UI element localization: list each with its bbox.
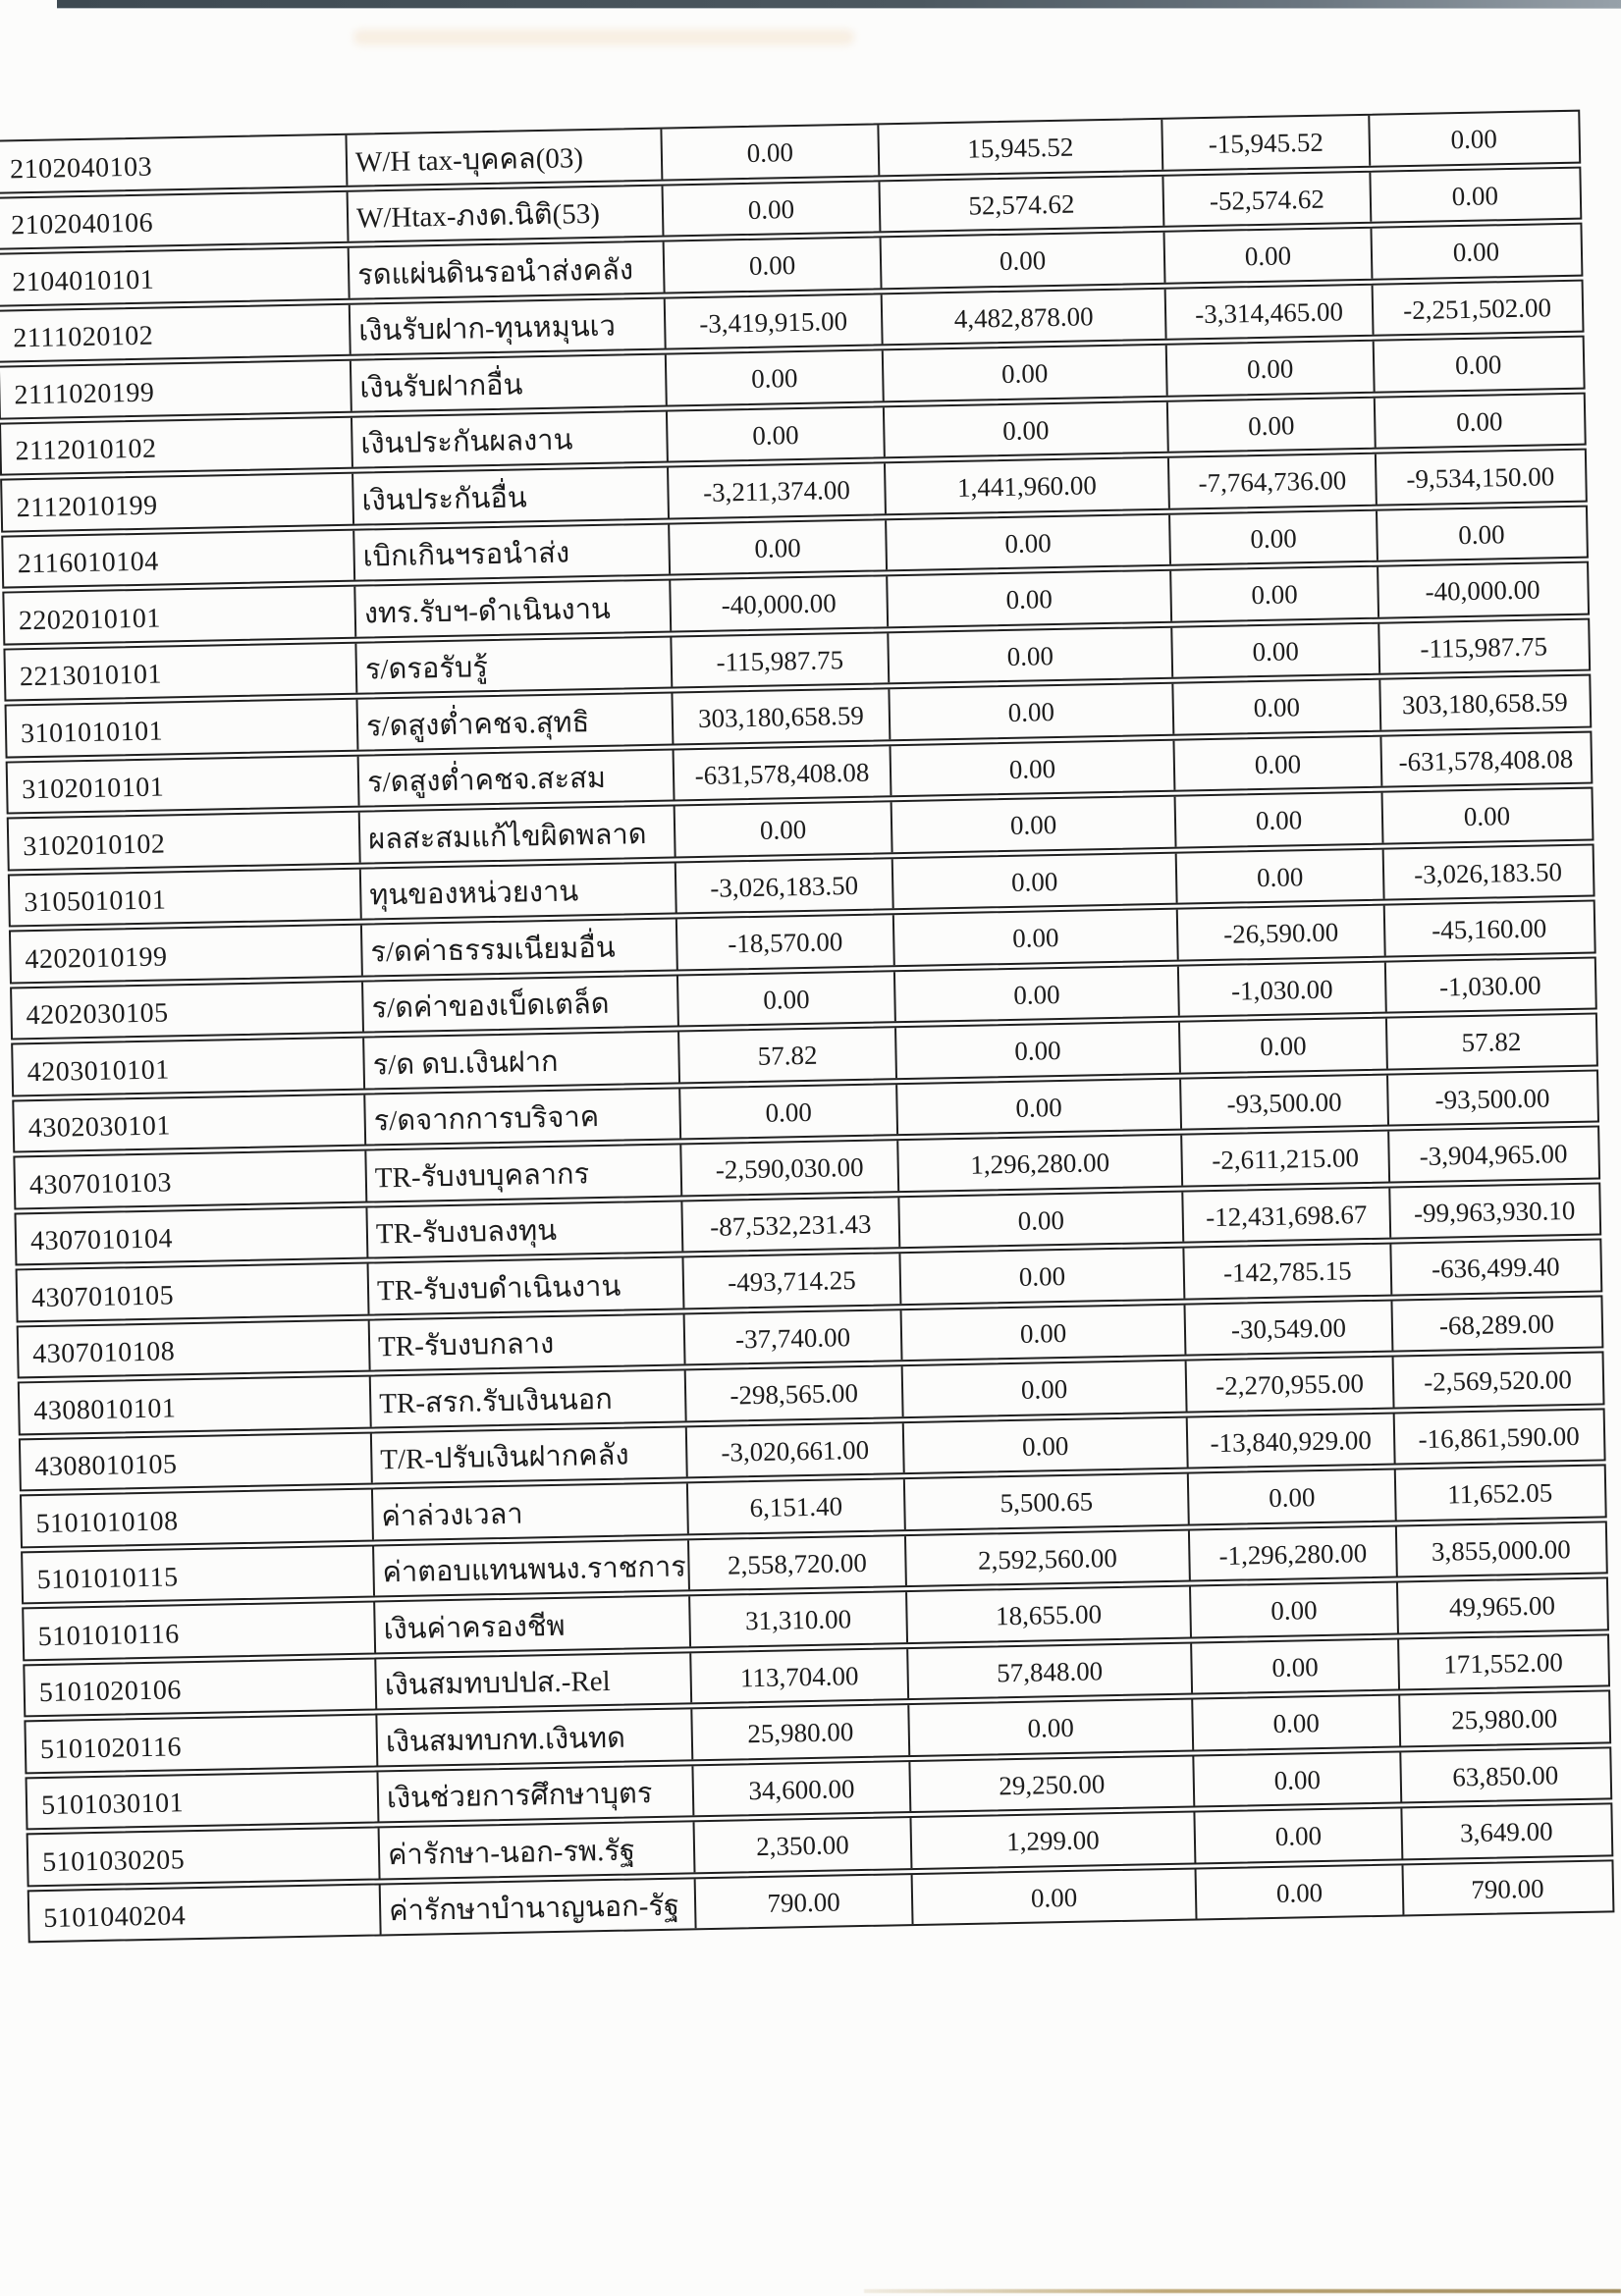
amount-cell-2: 1,299.00: [911, 1812, 1196, 1867]
account-description-cell: T/R-ปรับเงินฝากคลัง: [372, 1427, 688, 1483]
amount-cell-4: -68,289.00: [1438, 1308, 1555, 1341]
amount-cell-3: -7,764,736.00: [1169, 454, 1378, 508]
amount-cell-4: -1,030.00: [1438, 970, 1541, 1002]
amount-cell-2: 0.00: [889, 627, 1173, 682]
amount-cell-3: 0.00: [1189, 1470, 1397, 1524]
amount-cell-2: 0.00: [885, 401, 1169, 456]
account-code-cell: 5101010108: [22, 1490, 374, 1546]
amount-cell-2: 0.00: [895, 966, 1180, 1021]
account-description-cell: เบิกเกินฯรอนำส่ง: [354, 524, 671, 580]
account-description-cell: เงินสมทบปปส.-Rel: [376, 1653, 692, 1709]
amount-cell-3: 0.00: [1192, 1639, 1400, 1693]
amount-cell-1: 6,151.40: [688, 1479, 906, 1533]
account-description-cell: รดแผ่นดินรอนำส่งคลัง: [350, 242, 666, 298]
amount-cell-1: 113,704.00: [691, 1649, 909, 1703]
account-description-cell: TR-รับงบลงทุน: [367, 1201, 683, 1257]
amount-cell-1: -87,532,231.43: [682, 1198, 900, 1252]
amount-cell-4: 0.00: [1463, 801, 1511, 832]
amount-cell-4: -115,987.75: [1420, 631, 1548, 664]
account-code-cell: 4202010199: [11, 926, 363, 982]
amount-cell-2: 0.00: [902, 1305, 1187, 1360]
amount-cell-4: 0.00: [1454, 349, 1502, 381]
amount-cell-1: -3,419,915.00: [666, 294, 884, 348]
account-code-cell: 5101030205: [28, 1828, 381, 1884]
account-code-cell: 2111020102: [0, 304, 351, 360]
amount-cell-2: 0.00: [897, 1079, 1182, 1134]
amount-cell-4: -2,251,502.00: [1402, 293, 1552, 325]
amount-cell-4: -636,499.40: [1431, 1252, 1560, 1285]
amount-cell-1: -3,211,374.00: [669, 463, 887, 517]
amount-cell-1: -18,570.00: [677, 915, 895, 969]
amount-cell-3: -142,785.15: [1184, 1245, 1392, 1299]
amount-cell-3: 0.00: [1168, 398, 1377, 452]
account-description-cell: TR-สรก.รับเงินนอก: [371, 1370, 687, 1426]
amount-cell-1: 0.00: [678, 972, 896, 1026]
amount-cell-3: 0.00: [1180, 1019, 1388, 1073]
amount-cell-3: -13,840,929.00: [1188, 1414, 1396, 1468]
amount-cell-4: -45,160.00: [1431, 913, 1547, 945]
scan-artifact-top-bar: [57, 0, 1621, 9]
account-description-cell: W/H tax-บุคคล(03): [347, 130, 663, 186]
account-code-cell: 4302030101: [14, 1095, 366, 1150]
amount-cell-2: 0.00: [894, 910, 1179, 965]
amount-cell-4: 11,652.05: [1446, 1477, 1553, 1510]
account-code-cell: 5101020106: [25, 1659, 377, 1715]
amount-cell-3: 0.00: [1165, 229, 1374, 283]
amount-cell-1: 790.00: [696, 1875, 914, 1929]
account-code-cell: 4202030105: [12, 982, 364, 1038]
amount-cell-4: -93,500.00: [1434, 1083, 1550, 1115]
amount-cell-3: -52,574.62: [1163, 172, 1372, 226]
amount-cell-2: 0.00: [890, 684, 1174, 739]
amount-cell-4: 0.00: [1451, 181, 1499, 211]
amount-cell-2: 29,250.00: [910, 1756, 1195, 1811]
amount-cell-4: 49,965.00: [1448, 1590, 1556, 1623]
account-code-cell: 2112010102: [1, 417, 353, 473]
account-code-cell: 3102010102: [9, 813, 361, 869]
amount-cell-2: 0.00: [899, 1192, 1184, 1247]
amount-cell-1: 0.00: [667, 350, 885, 404]
amount-cell-1: 25,980.00: [692, 1705, 910, 1759]
amount-cell-1: 0.00: [662, 125, 880, 179]
account-description-cell: TR-รับงบบุคลากร: [366, 1145, 682, 1201]
account-description-cell: เงินสมทบกท.เงินทด: [377, 1709, 693, 1765]
amount-cell-3: -26,590.00: [1178, 906, 1386, 960]
account-description-cell: ร/ดค่าของเบ็ดเตล็ด: [363, 976, 679, 1032]
amount-cell-2: 0.00: [904, 1417, 1189, 1472]
amount-cell-1: -3,020,661.00: [687, 1423, 905, 1477]
amount-cell-2: 15,945.52: [879, 120, 1163, 175]
amount-cell-4: 303,180,658.59: [1401, 687, 1568, 721]
account-code-cell: 2104010101: [0, 248, 351, 304]
amount-cell-2: 0.00: [887, 514, 1171, 569]
account-code-cell: 3102010101: [8, 756, 360, 812]
account-description-cell: ค่ารักษาบำนาญนอก-รัฐ: [381, 1879, 697, 1935]
amount-cell-4: 25,980.00: [1450, 1703, 1558, 1735]
amount-cell-1: -631,578,408.08: [675, 746, 892, 800]
amount-cell-2: 0.00: [896, 1023, 1181, 1078]
amount-cell-3: 0.00: [1171, 567, 1379, 621]
account-code-cell: 5101020116: [26, 1715, 378, 1771]
account-code-cell: 5101010115: [23, 1546, 375, 1602]
amount-cell-4: 0.00: [1450, 124, 1498, 155]
amount-cell-1: -115,987.75: [672, 633, 890, 687]
amount-cell-1: 2,558,720.00: [689, 1536, 907, 1590]
amount-cell-1: 0.00: [664, 182, 882, 236]
amount-cell-2: 18,655.00: [907, 1587, 1192, 1642]
account-code-cell: 5101040204: [29, 1885, 382, 1941]
account-code-cell: 4308010101: [20, 1377, 372, 1433]
account-description-cell: W/Htax-ภงด.นิติ(53): [349, 186, 665, 241]
amount-cell-4: -99,963,930.10: [1413, 1195, 1576, 1228]
amount-cell-3: 0.00: [1191, 1582, 1399, 1636]
account-description-cell: ค่ารักษา-นอก-รพ.รัฐ: [380, 1822, 696, 1878]
account-code-cell: 4307010103: [15, 1151, 367, 1207]
amount-cell-4: -40,000.00: [1425, 574, 1540, 608]
amount-cell-4: 3,855,000.00: [1431, 1533, 1571, 1567]
amount-cell-4: 790.00: [1471, 1873, 1544, 1904]
account-code-cell: 5101030101: [27, 1772, 380, 1828]
account-description-cell: ค่าล่วงเวลา: [373, 1483, 689, 1539]
account-code-cell: 4203010101: [13, 1039, 365, 1095]
amount-cell-1: 0.00: [680, 1085, 898, 1139]
account-code-cell: 2112010199: [2, 474, 354, 530]
account-description-cell: TR-รับงบดำเนินงาน: [369, 1257, 685, 1313]
amount-cell-1: 303,180,658.59: [673, 689, 891, 743]
amount-cell-1: 34,600.00: [693, 1762, 911, 1816]
account-code-cell: 2102040103: [0, 135, 348, 191]
amount-cell-1: -298,565.00: [686, 1366, 904, 1420]
account-code-cell: 2111020199: [0, 361, 352, 417]
account-description-cell: เงินรับฝาก-ทุนหมุนเว: [351, 298, 667, 354]
amount-cell-2: 0.00: [892, 740, 1176, 795]
amount-cell-4: 171,552.00: [1443, 1647, 1564, 1680]
amount-cell-1: 0.00: [670, 520, 888, 574]
amount-cell-3: 0.00: [1174, 736, 1382, 790]
amount-cell-2: 0.00: [903, 1362, 1188, 1416]
account-code-cell: 3101010101: [7, 700, 359, 756]
amount-cell-4: -631,578,408.08: [1398, 743, 1574, 777]
amount-cell-2: 0.00: [888, 571, 1172, 626]
account-description-cell: TR-รับงบกลาง: [370, 1314, 686, 1370]
amount-cell-1: -3,026,183.50: [676, 859, 894, 913]
amount-cell-4: -2,569,520.00: [1423, 1364, 1573, 1398]
account-description-cell: เงินค่าครองชีพ: [375, 1596, 691, 1652]
trial-balance-table: [0, 110, 1615, 1947]
account-description-cell: ร/ดสูงต่ำคชจ.สะสม: [359, 750, 675, 806]
account-description-cell: ร/ดค่าธรรมเนียมอื่น: [362, 919, 678, 975]
amount-cell-3: -2,270,955.00: [1187, 1358, 1395, 1412]
amount-cell-2: 1,441,960.00: [886, 458, 1170, 513]
amount-cell-4: -16,861,590.00: [1418, 1420, 1581, 1454]
amount-cell-2: 0.00: [884, 346, 1168, 400]
amount-cell-4: 57.82: [1461, 1027, 1522, 1058]
account-description-cell: ค่าตอบแทนพนง.ราชการ: [374, 1540, 690, 1596]
amount-cell-4: -9,534,150.00: [1406, 461, 1555, 495]
account-code-cell: 4307010108: [19, 1320, 371, 1376]
amount-cell-2: 5,500.65: [905, 1474, 1190, 1529]
account-description-cell: งทร.รับฯ-ดำเนินงาน: [355, 581, 672, 637]
amount-cell-3: 0.00: [1170, 510, 1378, 564]
account-description-cell: ร/ดรอรับรู้: [356, 637, 673, 693]
amount-cell-2: 0.00: [892, 797, 1177, 852]
amount-cell-4: 0.00: [1452, 237, 1500, 268]
amount-cell-3: -1,296,280.00: [1190, 1526, 1398, 1580]
amount-cell-2: 2,592,560.00: [906, 1530, 1191, 1585]
amount-cell-4: 3,649.00: [1459, 1816, 1553, 1848]
amount-cell-3: 0.00: [1177, 849, 1385, 903]
amount-cell-3: 0.00: [1193, 1695, 1401, 1749]
amount-cell-1: -493,714.25: [683, 1254, 901, 1308]
account-code-cell: 2102040106: [0, 191, 350, 247]
amount-cell-1: -40,000.00: [671, 576, 889, 630]
amount-cell-1: 0.00: [668, 407, 886, 461]
account-code-cell: 3105010101: [10, 869, 362, 925]
amount-cell-3: -2,611,215.00: [1182, 1132, 1390, 1186]
amount-cell-2: 0.00: [900, 1249, 1185, 1304]
amount-cell-2: 0.00: [913, 1869, 1198, 1924]
amount-cell-3: 0.00: [1195, 1808, 1403, 1862]
amount-cell-3: -12,431,698.67: [1183, 1188, 1391, 1242]
scan-artifact-bottom-line: [864, 2289, 1621, 2293]
amount-cell-2: 4,482,878.00: [883, 289, 1167, 344]
scan-artifact-smudge: [353, 29, 854, 45]
amount-cell-2: 0.00: [882, 233, 1166, 288]
account-code-cell: 4307010104: [16, 1207, 368, 1263]
account-code-cell: 4307010105: [18, 1264, 370, 1320]
account-description-cell: เงินประกันอื่น: [353, 468, 670, 524]
account-description-cell: ผลสะสมแก้ไขผิดพลาด: [360, 806, 676, 862]
account-description-cell: ร/ด ดบ.เงินฝาก: [364, 1032, 680, 1088]
account-description-cell: เงินประกันผลงาน: [352, 411, 669, 467]
amount-cell-1: 0.00: [665, 238, 883, 292]
amount-cell-3: -15,945.52: [1162, 116, 1371, 170]
amount-cell-2: 57,848.00: [908, 1643, 1193, 1698]
amount-cell-3: 0.00: [1173, 680, 1381, 734]
account-description-cell: ร/ดจากการบริจาค: [365, 1089, 681, 1145]
amount-cell-1: 2,350.00: [695, 1818, 913, 1872]
amount-cell-3: 0.00: [1172, 623, 1380, 677]
amount-cell-3: -30,549.00: [1185, 1301, 1393, 1355]
amount-cell-1: 0.00: [675, 802, 893, 856]
account-description-cell: เงินรับฝากอื่น: [351, 355, 668, 411]
amount-cell-3: 0.00: [1167, 342, 1376, 396]
amount-cell-2: 52,574.62: [880, 176, 1164, 231]
account-code-cell: 4308010105: [21, 1433, 373, 1489]
amount-cell-3: -3,314,465.00: [1166, 285, 1375, 339]
amount-cell-3: 0.00: [1197, 1865, 1405, 1919]
account-code-cell: 5101010116: [24, 1602, 376, 1658]
amount-cell-1: -37,740.00: [685, 1310, 903, 1364]
amount-cell-1: 31,310.00: [690, 1592, 908, 1646]
account-description-cell: เงินช่วยการศึกษาบุตร: [378, 1766, 694, 1822]
amount-cell-2: 0.00: [909, 1700, 1194, 1755]
amount-cell-4: 0.00: [1455, 405, 1503, 437]
amount-cell-2: 0.00: [893, 853, 1178, 908]
account-code-cell: 2116010104: [3, 530, 355, 586]
amount-cell-3: 0.00: [1176, 793, 1384, 847]
amount-cell-3: -93,500.00: [1181, 1075, 1389, 1129]
amount-cell-3: -1,030.00: [1179, 962, 1387, 1016]
account-code-cell: 2213010101: [5, 643, 357, 699]
trial-balance-table-body: [0, 110, 1614, 1944]
amount-cell-3: 0.00: [1194, 1752, 1402, 1806]
amount-cell-1: -2,590,030.00: [681, 1141, 899, 1195]
account-description-cell: ทุนของหน่วยงาน: [361, 863, 677, 919]
amount-cell-4: -3,904,965.00: [1419, 1139, 1568, 1172]
amount-cell-2: 1,296,280.00: [898, 1136, 1183, 1191]
amount-cell-4: -3,026,183.50: [1413, 856, 1563, 889]
amount-cell-4: 0.00: [1458, 518, 1505, 550]
amount-cell-1: 57.82: [679, 1028, 897, 1082]
amount-cell-4: 63,850.00: [1451, 1760, 1559, 1792]
account-code-cell: 2202010101: [4, 587, 356, 643]
account-description-cell: ร/ดสูงต่ำคชจ.สุทธิ: [357, 694, 674, 750]
